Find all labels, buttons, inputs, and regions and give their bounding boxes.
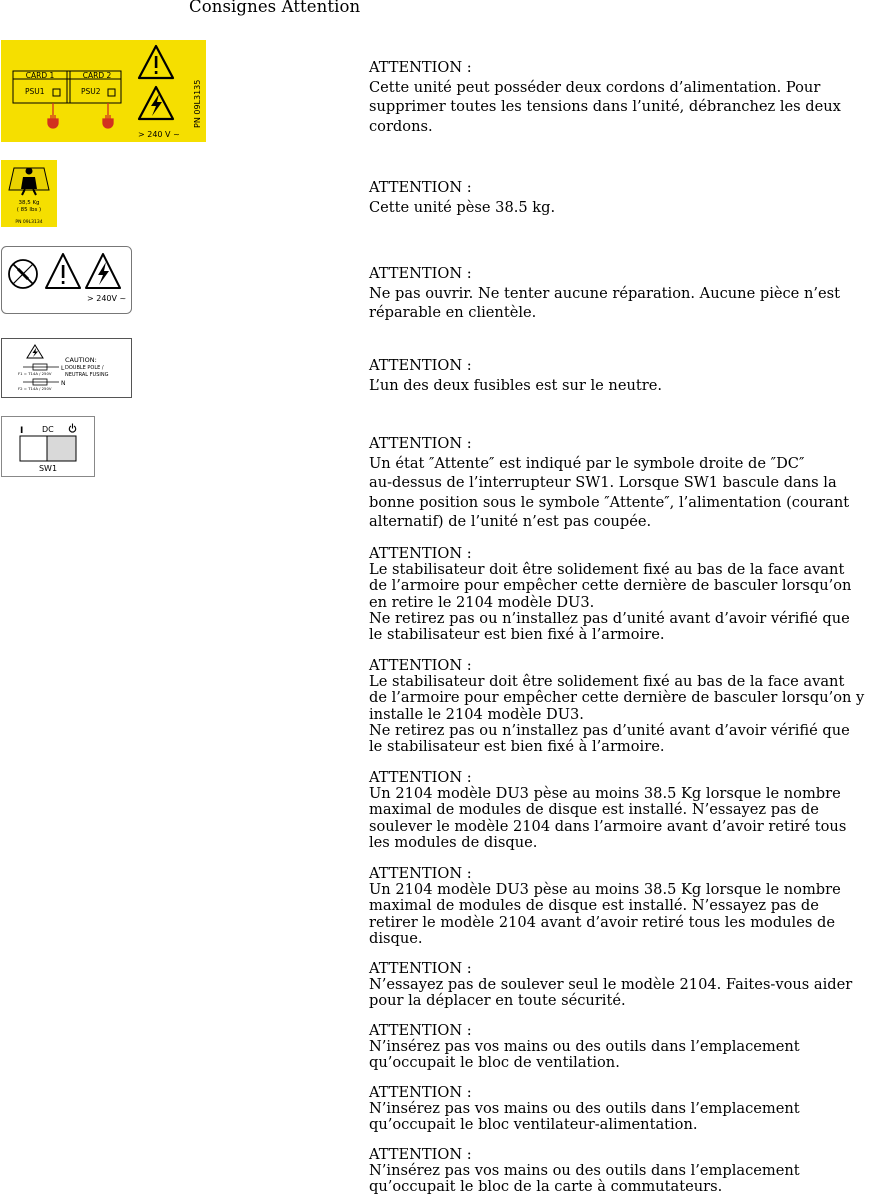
notice-weight xyxy=(369,178,874,217)
notice-text: N’insérez pas vos mains ou des outils dans l’emplacement qu’occupait le bloc ventilateur-alimentation. xyxy=(369,1100,800,1134)
card1-text: CARD 1 xyxy=(25,71,55,80)
notice-text: Un 2104 modèle DU3 pèse au moins 38.5 Kg lorsque le nombre maximal de modules de disque est installé. N’essayez pas de retirer le modèle 2104 avant d’avoir retiré tous les modules de disque. xyxy=(369,881,841,947)
caution-line1-text: DOUBLE POLE / xyxy=(65,365,104,371)
notice-stabilizer-remove xyxy=(369,546,874,643)
notice-switch-card xyxy=(369,1147,874,1196)
switch-label xyxy=(1,416,95,477)
notice-heading: ATTENTION : xyxy=(369,1022,472,1039)
notice-heading: ATTENTION : xyxy=(369,357,472,374)
notice-text: Cette unité peut posséder deux cordons d’alimentation. Pour supprimer toutes les tensions dans l’unité, débranchez les deux cordons. xyxy=(369,78,841,135)
notice-heading: ATTENTION : xyxy=(369,179,472,196)
notice-heading: ATTENTION : xyxy=(369,1146,472,1163)
notice-text: Cette unité pèse 38.5 kg. xyxy=(369,198,556,216)
on-symbol-text: I xyxy=(20,426,24,436)
voltage-text: > 240V ~ xyxy=(87,294,127,303)
notice-neutral-fuse xyxy=(369,356,874,395)
weight-part-number-text: PN 09L3134 xyxy=(15,220,43,225)
rocker-switch-icon xyxy=(20,436,76,461)
notice-standby xyxy=(369,434,874,532)
notice-fan-power xyxy=(369,1085,874,1134)
weight-lbs-text: ( 85 lbs ) xyxy=(16,207,42,213)
notice-heading: ATTENTION : xyxy=(369,769,472,786)
notice-lift-alone xyxy=(369,961,874,1010)
part-number-text: PN 09L3135 xyxy=(193,79,202,128)
notice-heading: ATTENTION : xyxy=(369,545,472,562)
notice-heading: ATTENTION : xyxy=(369,865,472,882)
notice-text: L’un des deux fusibles est sur le neutre. xyxy=(369,376,662,394)
notice-heading: ATTENTION : xyxy=(369,657,472,674)
dual-power-cord-label xyxy=(1,40,206,142)
notice-weight-lift xyxy=(369,770,874,851)
page-title: Consignes Attention xyxy=(189,0,361,16)
notice-text: Un état ″Attente″ est indiqué par le symbole droite de ″DC″ au-dessus de l’interrupteur SW1. Lorsque SW1 bascule dans la bonne position sous le symbole ″Attente″, l’alimentation (courant alternatif) de l’unité n’est pas coupée. xyxy=(369,454,850,530)
notice-heading: ATTENTION : xyxy=(369,960,472,977)
notice-text: N’insérez pas vos mains ou des outils dans l’emplacement qu’occupait le bloc de la carte à commutateurs. xyxy=(369,1162,800,1196)
voltage-text: > 240 V ~ xyxy=(138,130,180,139)
line-terminal-text: L xyxy=(61,365,65,372)
notice-text: Un 2104 modèle DU3 pèse au moins 38.5 Kg lorsque le nombre maximal de modules de disque est installé. N’essayez pas de soulever le modèle 2104 dans l’armoire avant d’avoir retiré tous les modules de disque. xyxy=(369,785,847,851)
notice-text: N’insérez pas vos mains ou des outils dans l’emplacement qu’occupait le bloc de ventilation. xyxy=(369,1038,800,1072)
notice-dual-cords xyxy=(369,58,874,136)
weight-label xyxy=(1,160,57,227)
notice-heading: ATTENTION : xyxy=(369,1084,472,1101)
psu2-text: PSU2 xyxy=(81,87,101,96)
fuse2-rating-text: F2 = T14A / 250V xyxy=(18,386,52,391)
caution-heading-text: CAUTION: xyxy=(65,356,97,364)
do-not-open-label xyxy=(1,246,132,314)
notice-text: Le stabilisateur doit être solidement fixé au bas de la face avant de l’armoire pour empêcher cette dernière de basculer lorsqu’on en retire le 2104 modèle DU3. Ne retirez pas ou n’installez pas d’unité avant d’avoir vérifié que le stabilisateur est bien fixé à l’armoire. xyxy=(369,561,852,644)
notice-weight-remove xyxy=(369,866,874,947)
notice-text: N’essayez pas de soulever seul le modèle 2104. Faites-vous aider pour la déplacer en toute sécurité. xyxy=(369,976,853,1010)
fuse1-rating-text: F1 = T14A / 250V xyxy=(18,371,52,376)
notice-heading: ATTENTION : xyxy=(369,265,472,282)
weight-kg-text: 38,5 Kg xyxy=(18,200,40,206)
notice-text: Ne pas ouvrir. Ne tenter aucune réparation. Aucune pièce n’est réparable en clientèle. xyxy=(369,284,840,321)
neutral-terminal-text: N xyxy=(61,380,66,387)
notice-do-not-open xyxy=(369,264,874,323)
card2-text: CARD 2 xyxy=(82,71,112,80)
fuse-label xyxy=(1,338,132,398)
psu1-text: PSU1 xyxy=(25,87,45,96)
notice-heading: ATTENTION : xyxy=(369,435,472,452)
notice-heading: ATTENTION : xyxy=(369,59,472,76)
notice-text: Le stabilisateur doit être solidement fixé au bas de la face avant de l’armoire pour empêcher cette dernière de basculer lorsqu’on y installe le 2104 modèle DU3. Ne retirez pas ou n’installez pas d’unité avant d’avoir vérifié que le stabilisateur est bien fixé à l’armoire. xyxy=(369,673,865,756)
dc-text: DC xyxy=(42,425,54,434)
notice-stabilizer-install xyxy=(369,658,874,755)
notice-ventilation xyxy=(369,1023,874,1072)
caution-line2-text: NEUTRAL FUSING xyxy=(65,372,109,378)
switch-name-text: SW1 xyxy=(38,464,58,473)
